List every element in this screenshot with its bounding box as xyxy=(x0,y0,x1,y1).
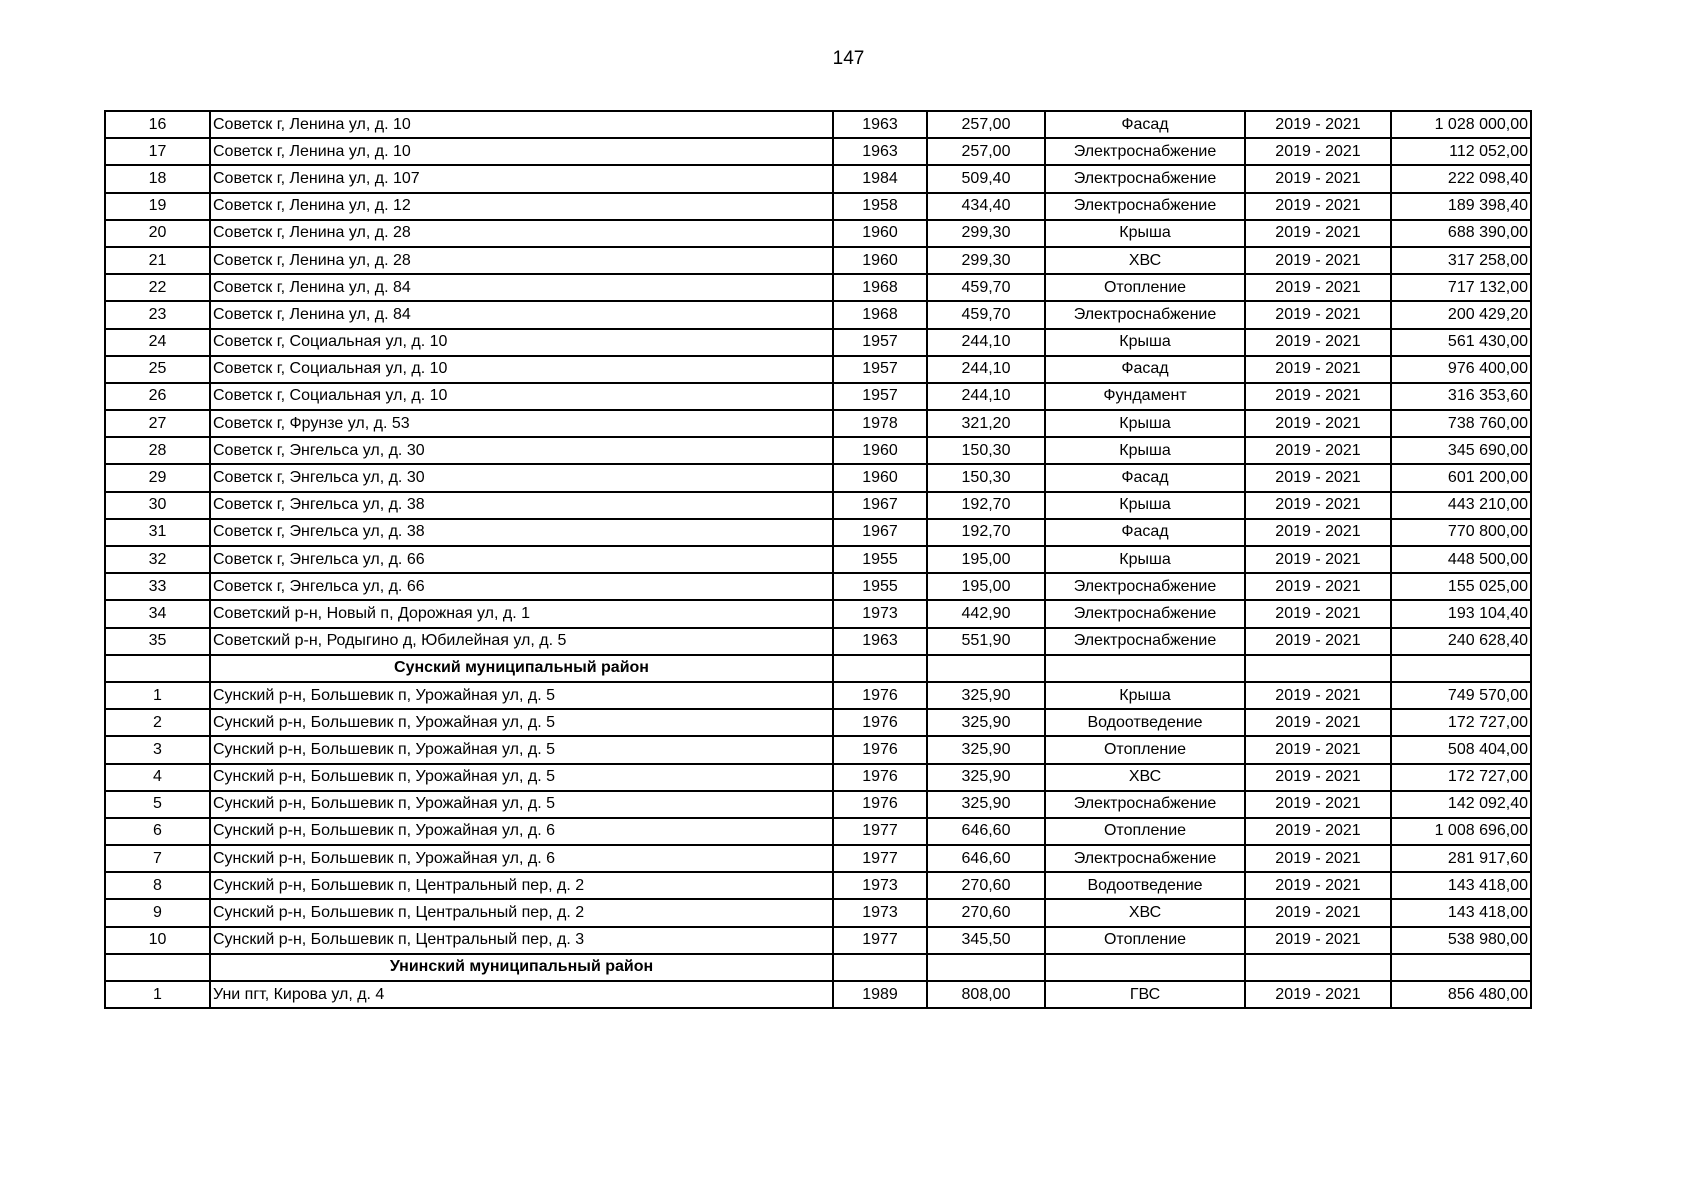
cost-cell: 143 418,00 xyxy=(1391,899,1531,926)
cost-cell: 856 480,00 xyxy=(1391,981,1531,1008)
table-row xyxy=(105,764,1531,791)
table-row xyxy=(105,329,1531,356)
area-cell: 195,00 xyxy=(927,573,1045,600)
cost-cell xyxy=(1391,954,1531,981)
row-number: 26 xyxy=(105,383,210,410)
address-cell: Сунский р-н, Большевик п, Центральный пер, д. 2 xyxy=(210,899,833,926)
area-cell: 299,30 xyxy=(927,247,1045,274)
build-year-cell: 1957 xyxy=(833,329,927,356)
area-cell: 325,90 xyxy=(927,736,1045,763)
cost-cell: 749 570,00 xyxy=(1391,682,1531,709)
work-type-cell: ГВС xyxy=(1045,981,1245,1008)
cost-cell: 172 727,00 xyxy=(1391,709,1531,736)
period-cell: 2019 - 2021 xyxy=(1245,709,1391,736)
work-type-cell: Электроснабжение xyxy=(1045,573,1245,600)
area-cell: 195,00 xyxy=(927,546,1045,573)
period-cell: 2019 - 2021 xyxy=(1245,356,1391,383)
build-year-cell: 1973 xyxy=(833,600,927,627)
cost-cell: 976 400,00 xyxy=(1391,356,1531,383)
table-row xyxy=(105,247,1531,274)
table-row xyxy=(105,818,1531,845)
area-cell: 551,90 xyxy=(927,628,1045,655)
area-cell: 325,90 xyxy=(927,682,1045,709)
table-row xyxy=(105,573,1531,600)
cost-cell: 448 500,00 xyxy=(1391,546,1531,573)
row-number: 23 xyxy=(105,301,210,328)
build-year-cell xyxy=(833,655,927,682)
address-cell: Советск г, Ленина ул, д. 107 xyxy=(210,165,833,192)
build-year-cell: 1958 xyxy=(833,193,927,220)
row-number: 31 xyxy=(105,519,210,546)
row-number: 34 xyxy=(105,600,210,627)
period-cell: 2019 - 2021 xyxy=(1245,573,1391,600)
table-row xyxy=(105,519,1531,546)
row-number: 2 xyxy=(105,709,210,736)
period-cell: 2019 - 2021 xyxy=(1245,220,1391,247)
cost-cell: 143 418,00 xyxy=(1391,872,1531,899)
row-number: 25 xyxy=(105,356,210,383)
table-row xyxy=(105,356,1531,383)
build-year-cell: 1967 xyxy=(833,492,927,519)
build-year-cell: 1973 xyxy=(833,899,927,926)
cost-cell: 508 404,00 xyxy=(1391,736,1531,763)
work-type-cell: Фасад xyxy=(1045,519,1245,546)
period-cell: 2019 - 2021 xyxy=(1245,872,1391,899)
area-cell: 299,30 xyxy=(927,220,1045,247)
build-year-cell: 1976 xyxy=(833,791,927,818)
cost-cell: 189 398,40 xyxy=(1391,193,1531,220)
row-number: 6 xyxy=(105,818,210,845)
cost-cell: 317 258,00 xyxy=(1391,247,1531,274)
cost-cell: 222 098,40 xyxy=(1391,165,1531,192)
address-cell: Советск г, Социальная ул, д. 10 xyxy=(210,329,833,356)
row-number: 24 xyxy=(105,329,210,356)
address-cell: Советск г, Ленина ул, д. 10 xyxy=(210,138,833,165)
build-year-cell: 1963 xyxy=(833,138,927,165)
area-cell: 509,40 xyxy=(927,165,1045,192)
work-type-cell: Электроснабжение xyxy=(1045,600,1245,627)
work-type-cell: Электроснабжение xyxy=(1045,845,1245,872)
work-type-cell: ХВС xyxy=(1045,899,1245,926)
work-type-cell: Электроснабжение xyxy=(1045,628,1245,655)
build-year-cell: 1960 xyxy=(833,247,927,274)
build-year-cell: 1963 xyxy=(833,628,927,655)
cost-cell: 193 104,40 xyxy=(1391,600,1531,627)
cost-cell: 1 008 696,00 xyxy=(1391,818,1531,845)
cost-cell: 601 200,00 xyxy=(1391,464,1531,491)
area-cell: 325,90 xyxy=(927,764,1045,791)
build-year-cell: 1976 xyxy=(833,736,927,763)
address-cell: Советск г, Энгельса ул, д. 66 xyxy=(210,546,833,573)
row-number: 18 xyxy=(105,165,210,192)
period-cell: 2019 - 2021 xyxy=(1245,981,1391,1008)
work-type-cell xyxy=(1045,954,1245,981)
build-year-cell: 1955 xyxy=(833,573,927,600)
work-type-cell xyxy=(1045,655,1245,682)
period-cell: 2019 - 2021 xyxy=(1245,410,1391,437)
cost-cell: 316 353,60 xyxy=(1391,383,1531,410)
row-number: 35 xyxy=(105,628,210,655)
table-row xyxy=(105,927,1531,954)
work-type-cell: Отопление xyxy=(1045,274,1245,301)
row-number: 32 xyxy=(105,546,210,573)
table-row xyxy=(105,600,1531,627)
table-row xyxy=(105,736,1531,763)
build-year-cell: 1984 xyxy=(833,165,927,192)
table-row xyxy=(105,165,1531,192)
row-number: 20 xyxy=(105,220,210,247)
table-row xyxy=(105,791,1531,818)
table-row xyxy=(105,111,1531,138)
row-number: 28 xyxy=(105,437,210,464)
row-number: 27 xyxy=(105,410,210,437)
section-title: Унинский муниципальный район xyxy=(210,954,833,981)
row-number: 19 xyxy=(105,193,210,220)
period-cell: 2019 - 2021 xyxy=(1245,383,1391,410)
address-cell: Советск г, Социальная ул, д. 10 xyxy=(210,383,833,410)
area-cell: 192,70 xyxy=(927,492,1045,519)
cost-cell xyxy=(1391,655,1531,682)
work-type-cell: Крыша xyxy=(1045,492,1245,519)
address-cell: Сунский р-н, Большевик п, Урожайная ул, д. 6 xyxy=(210,845,833,872)
work-type-cell: Электроснабжение xyxy=(1045,301,1245,328)
work-type-cell: Крыша xyxy=(1045,682,1245,709)
table-body xyxy=(105,111,1531,1008)
build-year-cell: 1968 xyxy=(833,274,927,301)
work-type-cell: Электроснабжение xyxy=(1045,138,1245,165)
build-year-cell xyxy=(833,954,927,981)
address-cell: Советск г, Ленина ул, д. 28 xyxy=(210,247,833,274)
period-cell xyxy=(1245,954,1391,981)
address-cell: Советск г, Энгельса ул, д. 38 xyxy=(210,492,833,519)
work-type-cell: Фундамент xyxy=(1045,383,1245,410)
build-year-cell: 1978 xyxy=(833,410,927,437)
section-title: Сунский муниципальный район xyxy=(210,655,833,682)
area-cell: 345,50 xyxy=(927,927,1045,954)
area-cell: 257,00 xyxy=(927,138,1045,165)
address-cell: Советск г, Энгельса ул, д. 30 xyxy=(210,437,833,464)
build-year-cell: 1957 xyxy=(833,356,927,383)
area-cell: 150,30 xyxy=(927,437,1045,464)
work-type-cell: Фасад xyxy=(1045,464,1245,491)
build-year-cell: 1977 xyxy=(833,845,927,872)
cost-cell: 717 132,00 xyxy=(1391,274,1531,301)
build-year-cell: 1960 xyxy=(833,464,927,491)
cost-cell: 561 430,00 xyxy=(1391,329,1531,356)
build-year-cell: 1960 xyxy=(833,437,927,464)
row-number: 29 xyxy=(105,464,210,491)
row-number: 10 xyxy=(105,927,210,954)
row-number: 9 xyxy=(105,899,210,926)
build-year-cell: 1977 xyxy=(833,927,927,954)
cost-cell: 770 800,00 xyxy=(1391,519,1531,546)
address-cell: Сунский р-н, Большевик п, Урожайная ул, д. 5 xyxy=(210,764,833,791)
area-cell: 150,30 xyxy=(927,464,1045,491)
work-type-cell: Крыша xyxy=(1045,220,1245,247)
address-cell: Советск г, Ленина ул, д. 84 xyxy=(210,274,833,301)
area-cell: 321,20 xyxy=(927,410,1045,437)
work-type-cell: Электроснабжение xyxy=(1045,193,1245,220)
address-cell: Советск г, Энгельса ул, д. 38 xyxy=(210,519,833,546)
address-cell: Советск г, Ленина ул, д. 12 xyxy=(210,193,833,220)
area-cell: 244,10 xyxy=(927,356,1045,383)
table-row xyxy=(105,301,1531,328)
period-cell: 2019 - 2021 xyxy=(1245,519,1391,546)
work-type-cell: Отопление xyxy=(1045,736,1245,763)
period-cell xyxy=(1245,655,1391,682)
table-row xyxy=(105,193,1531,220)
row-number: 21 xyxy=(105,247,210,274)
address-cell: Советск г, Ленина ул, д. 28 xyxy=(210,220,833,247)
table-row xyxy=(105,845,1531,872)
build-year-cell: 1977 xyxy=(833,818,927,845)
row-number: 4 xyxy=(105,764,210,791)
row-number xyxy=(105,954,210,981)
cost-cell: 345 690,00 xyxy=(1391,437,1531,464)
cost-cell: 200 429,20 xyxy=(1391,301,1531,328)
address-cell: Сунский р-н, Большевик п, Урожайная ул, д. 6 xyxy=(210,818,833,845)
area-cell: 808,00 xyxy=(927,981,1045,1008)
area-cell: 325,90 xyxy=(927,709,1045,736)
build-year-cell: 1973 xyxy=(833,872,927,899)
cost-cell: 1 028 000,00 xyxy=(1391,111,1531,138)
table-row xyxy=(105,709,1531,736)
table-row xyxy=(105,981,1531,1008)
table-row xyxy=(105,220,1531,247)
address-cell: Советск г, Энгельса ул, д. 30 xyxy=(210,464,833,491)
period-cell: 2019 - 2021 xyxy=(1245,138,1391,165)
area-cell: 434,40 xyxy=(927,193,1045,220)
area-cell: 244,10 xyxy=(927,383,1045,410)
period-cell: 2019 - 2021 xyxy=(1245,165,1391,192)
area-cell: 244,10 xyxy=(927,329,1045,356)
area-cell: 270,60 xyxy=(927,899,1045,926)
row-number: 1 xyxy=(105,682,210,709)
work-type-cell: Водоотведение xyxy=(1045,872,1245,899)
row-number: 17 xyxy=(105,138,210,165)
work-type-cell: ХВС xyxy=(1045,764,1245,791)
area-cell xyxy=(927,655,1045,682)
work-type-cell: Электроснабжение xyxy=(1045,791,1245,818)
address-cell: Советский р-н, Родыгино д, Юбилейная ул, д. 5 xyxy=(210,628,833,655)
address-cell: Советск г, Ленина ул, д. 84 xyxy=(210,301,833,328)
work-type-cell: Отопление xyxy=(1045,927,1245,954)
row-number: 22 xyxy=(105,274,210,301)
area-cell: 646,60 xyxy=(927,818,1045,845)
period-cell: 2019 - 2021 xyxy=(1245,628,1391,655)
build-year-cell: 1960 xyxy=(833,220,927,247)
period-cell: 2019 - 2021 xyxy=(1245,301,1391,328)
table-row xyxy=(105,437,1531,464)
build-year-cell: 1967 xyxy=(833,519,927,546)
cost-cell: 281 917,60 xyxy=(1391,845,1531,872)
work-type-cell: Фасад xyxy=(1045,356,1245,383)
build-year-cell: 1963 xyxy=(833,111,927,138)
address-cell: Сунский р-н, Большевик п, Урожайная ул, д. 5 xyxy=(210,682,833,709)
address-cell: Уни пгт, Кирова ул, д. 4 xyxy=(210,981,833,1008)
cost-cell: 142 092,40 xyxy=(1391,791,1531,818)
table-row xyxy=(105,274,1531,301)
period-cell: 2019 - 2021 xyxy=(1245,736,1391,763)
area-cell: 192,70 xyxy=(927,519,1045,546)
row-number: 5 xyxy=(105,791,210,818)
cost-cell: 112 052,00 xyxy=(1391,138,1531,165)
work-type-cell: Крыша xyxy=(1045,410,1245,437)
address-cell: Сунский р-н, Большевик п, Урожайная ул, д. 5 xyxy=(210,709,833,736)
table-row xyxy=(105,872,1531,899)
address-cell: Советск г, Ленина ул, д. 10 xyxy=(210,111,833,138)
build-year-cell: 1976 xyxy=(833,764,927,791)
table-row xyxy=(105,546,1531,573)
section-header-row xyxy=(105,954,1531,981)
table-row xyxy=(105,383,1531,410)
period-cell: 2019 - 2021 xyxy=(1245,899,1391,926)
area-cell: 270,60 xyxy=(927,872,1045,899)
work-type-cell: Крыша xyxy=(1045,329,1245,356)
address-cell: Сунский р-н, Большевик п, Урожайная ул, д. 5 xyxy=(210,791,833,818)
period-cell: 2019 - 2021 xyxy=(1245,111,1391,138)
period-cell: 2019 - 2021 xyxy=(1245,845,1391,872)
cost-cell: 443 210,00 xyxy=(1391,492,1531,519)
build-year-cell: 1989 xyxy=(833,981,927,1008)
address-cell: Советский р-н, Новый п, Дорожная ул, д. 1 xyxy=(210,600,833,627)
row-number: 30 xyxy=(105,492,210,519)
area-cell: 325,90 xyxy=(927,791,1045,818)
row-number: 33 xyxy=(105,573,210,600)
table-row xyxy=(105,682,1531,709)
row-number xyxy=(105,655,210,682)
row-number: 7 xyxy=(105,845,210,872)
period-cell: 2019 - 2021 xyxy=(1245,274,1391,301)
section-header-row xyxy=(105,655,1531,682)
build-year-cell: 1976 xyxy=(833,709,927,736)
cost-cell: 240 628,40 xyxy=(1391,628,1531,655)
build-year-cell: 1957 xyxy=(833,383,927,410)
work-type-cell: Крыша xyxy=(1045,437,1245,464)
repair-schedule-table xyxy=(104,110,1532,1009)
cost-cell: 688 390,00 xyxy=(1391,220,1531,247)
period-cell: 2019 - 2021 xyxy=(1245,492,1391,519)
area-cell: 257,00 xyxy=(927,111,1045,138)
build-year-cell: 1968 xyxy=(833,301,927,328)
work-type-cell: Крыша xyxy=(1045,546,1245,573)
row-number: 8 xyxy=(105,872,210,899)
period-cell: 2019 - 2021 xyxy=(1245,764,1391,791)
period-cell: 2019 - 2021 xyxy=(1245,546,1391,573)
table-row xyxy=(105,410,1531,437)
work-type-cell: ХВС xyxy=(1045,247,1245,274)
area-cell: 459,70 xyxy=(927,301,1045,328)
row-number: 1 xyxy=(105,981,210,1008)
address-cell: Советск г, Фрунзе ул, д. 53 xyxy=(210,410,833,437)
period-cell: 2019 - 2021 xyxy=(1245,600,1391,627)
area-cell xyxy=(927,954,1045,981)
build-year-cell: 1955 xyxy=(833,546,927,573)
work-type-cell: Электроснабжение xyxy=(1045,165,1245,192)
area-cell: 442,90 xyxy=(927,600,1045,627)
period-cell: 2019 - 2021 xyxy=(1245,818,1391,845)
address-cell: Сунский р-н, Большевик п, Центральный пер, д. 3 xyxy=(210,927,833,954)
cost-cell: 738 760,00 xyxy=(1391,410,1531,437)
address-cell: Советск г, Энгельса ул, д. 66 xyxy=(210,573,833,600)
cost-cell: 155 025,00 xyxy=(1391,573,1531,600)
period-cell: 2019 - 2021 xyxy=(1245,329,1391,356)
area-cell: 646,60 xyxy=(927,845,1045,872)
period-cell: 2019 - 2021 xyxy=(1245,682,1391,709)
period-cell: 2019 - 2021 xyxy=(1245,927,1391,954)
period-cell: 2019 - 2021 xyxy=(1245,791,1391,818)
work-type-cell: Фасад xyxy=(1045,111,1245,138)
table-row xyxy=(105,492,1531,519)
table-row xyxy=(105,138,1531,165)
cost-cell: 538 980,00 xyxy=(1391,927,1531,954)
period-cell: 2019 - 2021 xyxy=(1245,247,1391,274)
period-cell: 2019 - 2021 xyxy=(1245,193,1391,220)
cost-cell: 172 727,00 xyxy=(1391,764,1531,791)
period-cell: 2019 - 2021 xyxy=(1245,464,1391,491)
address-cell: Сунский р-н, Большевик п, Центральный пер, д. 2 xyxy=(210,872,833,899)
table-row xyxy=(105,628,1531,655)
table-row xyxy=(105,464,1531,491)
build-year-cell: 1976 xyxy=(833,682,927,709)
address-cell: Сунский р-н, Большевик п, Урожайная ул, д. 5 xyxy=(210,736,833,763)
table-row xyxy=(105,899,1531,926)
period-cell: 2019 - 2021 xyxy=(1245,437,1391,464)
work-type-cell: Отопление xyxy=(1045,818,1245,845)
row-number: 16 xyxy=(105,111,210,138)
page-number: 147 xyxy=(832,48,865,69)
address-cell: Советск г, Социальная ул, д. 10 xyxy=(210,356,833,383)
area-cell: 459,70 xyxy=(927,274,1045,301)
row-number: 3 xyxy=(105,736,210,763)
work-type-cell: Водоотведение xyxy=(1045,709,1245,736)
